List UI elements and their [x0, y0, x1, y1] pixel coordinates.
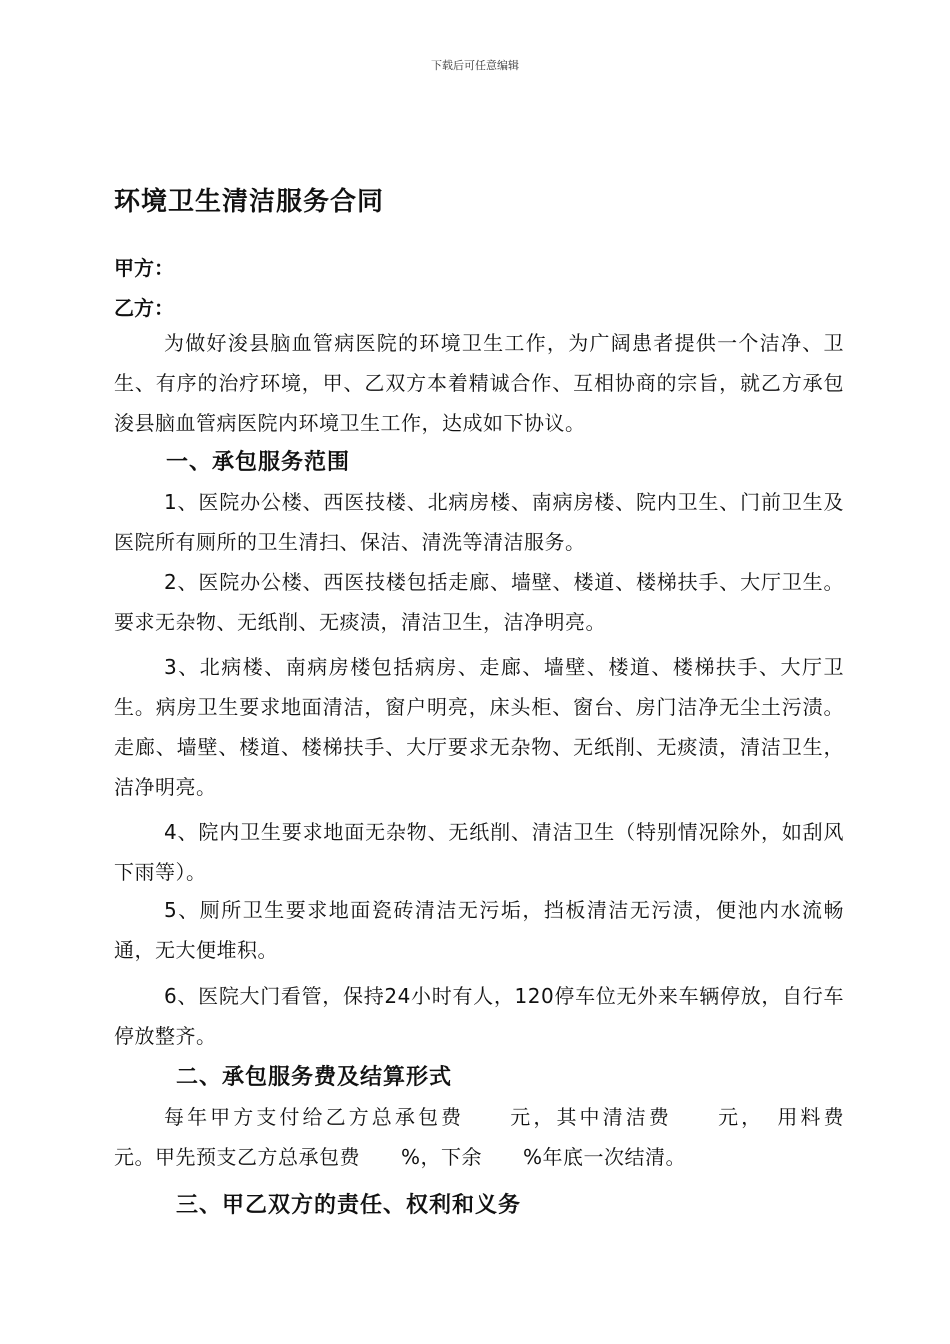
section-1-item-1: 1、医院办公楼、西医技楼、北病房楼、南病房楼、院内卫生、门前卫生及医院所有厕所的卫生清扫、保洁、清洗等清洁服务。 [114, 490, 844, 554]
section-1-item-2: 2、医院办公楼、西医技楼包括走廊、墙壁、楼道、楼梯扶手、大厅卫生。要求无杂物、无纸削、无痰渍，清洁卫生，洁净明亮。 [114, 570, 844, 634]
section-2-heading: 二、承包服务费及结算形式 [176, 1065, 453, 1090]
section-1-item-5: 5、厕所卫生要求地面瓷砖清洁无污垢，挡板清洁无污渍，便池内水流畅通，无大便堆积。 [114, 898, 844, 962]
section-1-heading: 一、承包服务范围 [166, 450, 351, 475]
header-note: 下载后可任意编辑 [431, 59, 519, 72]
intro-paragraph: 为做好浚县脑血管病医院的环境卫生工作，为广阔患者提供一个洁净、卫生、有序的治疗环境，甲、乙双方本着精诚合作、互相协商的宗旨，就乙方承包浚县脑血管病医院内环境卫生工作，达成如下协议。 [114, 331, 844, 435]
party-a-label: 甲方： [114, 256, 174, 280]
section-1-item-4: 4、院内卫生要求地面无杂物、无纸削、清洁卫生（特别情况除外，如刮风下雨等）。 [114, 820, 844, 884]
document-title: 环境卫生清洁服务合同 [114, 187, 385, 217]
section-3-heading: 三、甲乙双方的责任、权利和义务 [176, 1193, 522, 1218]
party-b-label: 乙方： [114, 296, 174, 320]
section-2-paragraph: 每年甲方支付给乙方总承包费 元，其中清洁费 元， 用料费 元。甲先预支乙方总承包费 %，下余 %年底一次结清。 [114, 1105, 885, 1169]
section-1-item-3: 3、北病楼、南病房楼包括病房、走廊、墙壁、楼道、楼梯扶手、大厅卫生。病房卫生要求地面清洁，窗户明亮，床头柜、窗台、房门洁净无尘土污渍。走廊、墙壁、楼道、楼梯扶手、大厅要求无杂物、无纸削、无痰渍，清洁卫生，洁净明亮。 [114, 655, 844, 799]
section-1-item-6: 6、医院大门看管，保持24小时有人，120停车位无外来车辆停放，自行车停放整齐。 [114, 984, 844, 1048]
